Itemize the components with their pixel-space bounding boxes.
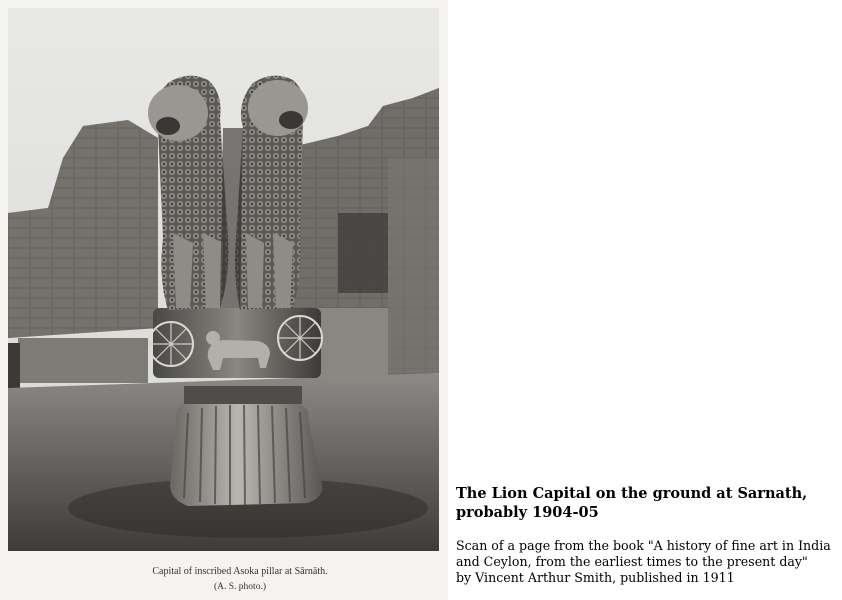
description-line: by Vincent Arthur Smith, published in 1911 [456,570,735,585]
lion-capital-photograph [8,8,439,551]
photo-illustration [8,8,439,551]
image-title [456,484,840,522]
description-line: Scan of a page from the book "A history of fine art in India [456,538,831,553]
title-line: probably 1904-05 [456,504,599,521]
image-description [456,538,840,586]
description-line: and Ceylon, from the earliest times to the present day" [456,554,808,569]
plate-caption: Capital of inscribed Asoka pillar at Sārnāth. [152,566,328,577]
photo-credit: (A. S. photo.) [214,582,266,592]
title-line: The Lion Capital on the ground at Sarnath, [456,485,808,502]
